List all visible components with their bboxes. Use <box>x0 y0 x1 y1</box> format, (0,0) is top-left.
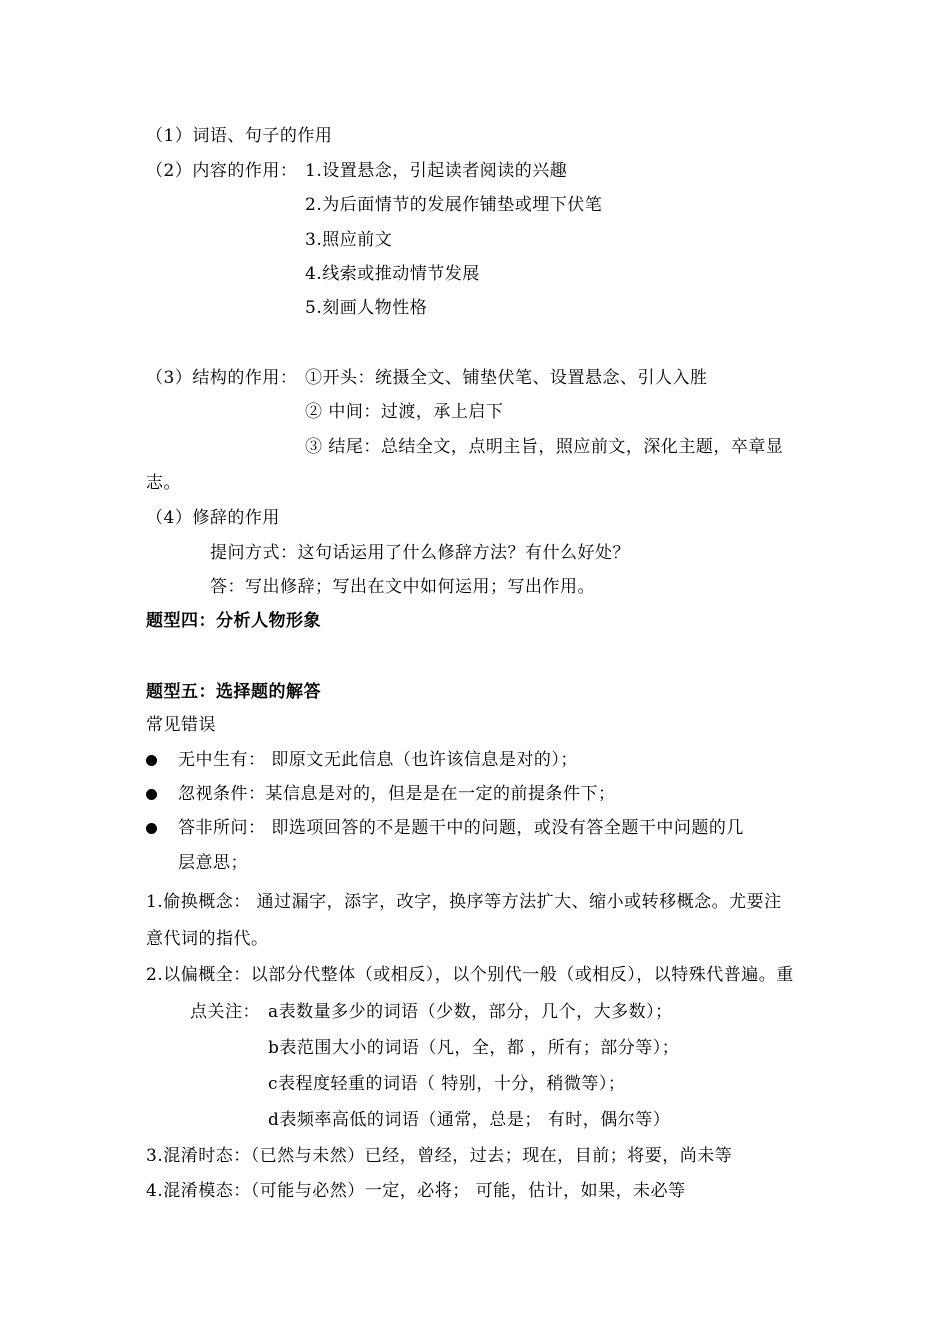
point-1-line: 1.偷换概念： 通过漏字，添字，改字，换序等方法扩大、缩小或转移概念。尤要注 <box>146 892 782 912</box>
item-3-point: ② 中间：过渡，承上启下 <box>305 402 504 422</box>
item-4-line: （4）修辞的作用 <box>146 508 280 528</box>
point-2-focus-item: b表范围大小的词语（凡，全，都 ，所有；部分等）； <box>268 1038 680 1058</box>
item-3-continuation: 志。 <box>146 473 181 493</box>
point-2-focus-label: 点关注： <box>190 1002 260 1022</box>
bullet-icon <box>146 789 157 800</box>
item-2-label: （2）内容的作用： <box>146 161 298 181</box>
bullet-item: 无中生有： 即原文无此信息（也许该信息是对的）； <box>178 750 578 770</box>
point-2-focus-item: c表程度轻重的词语（ 特别，十分，稍微等）； <box>268 1074 626 1094</box>
item-3-label: （3）结构的作用： <box>146 368 298 388</box>
item-2-point: 1.设置悬念，引起读者阅读的兴趣 <box>305 161 568 181</box>
item-2-point: 2.为后面情节的发展作铺垫或埋下伏笔 <box>305 195 603 215</box>
item-2-point: 5.刻画人物性格 <box>305 298 428 318</box>
item-3-point: ①开头：统摄全文、铺垫伏笔、设置悬念、引人入胜 <box>305 368 708 388</box>
item-4-answer: 答：写出修辞；写出在文中如何运用；写出作用。 <box>210 577 595 597</box>
item-4-question: 提问方式：这句话运用了什么修辞方法？有什么好处？ <box>210 543 630 563</box>
common-errors-label: 常见错误 <box>146 715 216 735</box>
bullet-item: 答非所问： 即选项回答的不是题干中的问题，或没有答全题干中问题的几 <box>178 818 744 838</box>
bullet-continuation: 层意思； <box>178 853 248 873</box>
item-2-point: 3.照应前文 <box>305 230 393 250</box>
item-1-line: （1）词语、句子的作用 <box>146 126 333 146</box>
bullet-item: 忽视条件：某信息是对的，但是是在一定的前提条件下； <box>178 784 616 804</box>
point-2-line: 2.以偏概全：以部分代整体（或相反），以个别代一般（或相反），以特殊代普遍。重 <box>146 965 794 985</box>
bullet-icon <box>146 755 157 766</box>
type-5-heading: 题型五：选择题的解答 <box>146 682 321 702</box>
item-3-point: ③ 结尾：总结全文，点明主旨，照应前文，深化主题，卒章显 <box>305 437 784 457</box>
item-2-point: 4.线索或推动情节发展 <box>305 264 480 284</box>
point-2-focus-item: d表频率高低的词语（通常，总是； 有时，偶尔等） <box>268 1110 671 1130</box>
type-4-heading: 题型四：分析人物形象 <box>146 611 321 631</box>
point-4-line: 4.混淆模态：（可能与必然）一定，必将； 可能，估计，如果，未必等 <box>146 1181 686 1201</box>
point-1-line: 意代词的指代。 <box>146 929 269 949</box>
point-3-line: 3.混淆时态：（已然与未然）已经，曾经，过去；现在，目前；将要，尚未等 <box>146 1146 733 1166</box>
point-2-focus-item: a表数量多少的词语（少数，部分，几个，大多数）； <box>268 1002 673 1022</box>
bullet-icon <box>146 823 157 834</box>
